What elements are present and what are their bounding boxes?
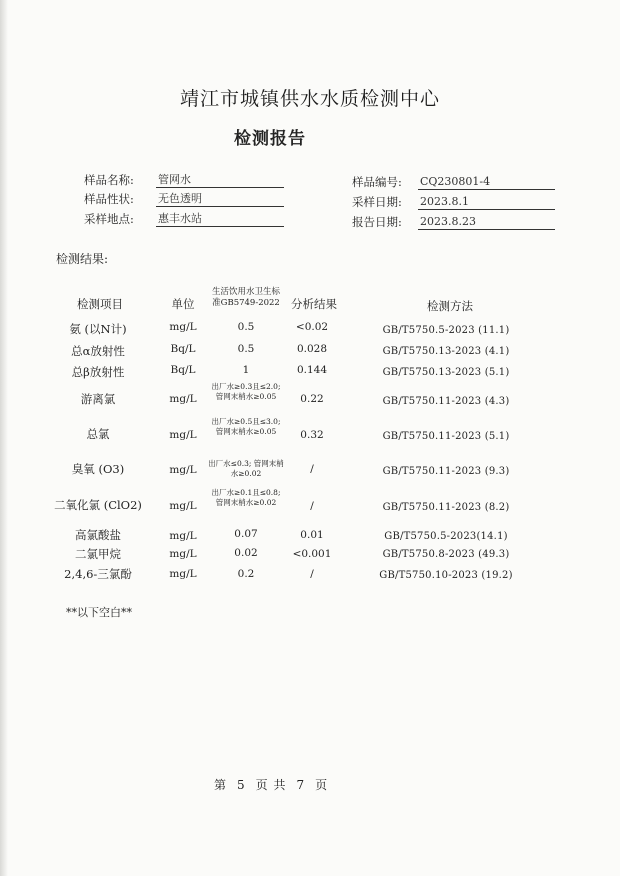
page-total: 7	[296, 778, 306, 792]
page-number: 5	[237, 778, 246, 792]
sample-site-label: 采样地点:	[84, 212, 134, 226]
unit-cell: mg/L	[169, 464, 197, 476]
method-cell: GB/T5750.13-2023 (4.1)	[382, 346, 510, 357]
standard-cell: 0.5	[237, 343, 255, 355]
sample-state-label: 样品性状:	[84, 192, 134, 206]
result-cell: <0.02	[295, 321, 329, 333]
item-cell: 总β放射性	[71, 365, 125, 379]
result-cell: <0.001	[292, 548, 332, 560]
sample-no-label: 样品编号:	[352, 175, 402, 189]
standard-cell: 1	[242, 364, 250, 376]
blank-below-note: **以下空白**	[66, 606, 132, 619]
unit-cell: mg/L	[169, 548, 197, 560]
item-cell: 游离氯	[80, 392, 116, 406]
result-cell: /	[310, 568, 314, 580]
unit-cell: mg/L	[169, 321, 197, 333]
standard-cell: 出厂水≥0.1且≤0.8; 管网末梢水≥0.02	[211, 488, 281, 507]
method-cell: GB/T5750.11-2023 (8.2)	[382, 502, 510, 513]
sample-state-value: 无色透明	[156, 191, 284, 207]
header-item: 检测项目	[77, 297, 123, 311]
result-cell: 0.22	[300, 393, 324, 405]
item-cell: 高氯酸盐	[75, 528, 121, 542]
method-cell: GB/T5750.8-2023 (49.3)	[382, 549, 510, 560]
sample-name-value: 管网水	[156, 172, 284, 188]
header-unit: 单位	[171, 297, 195, 311]
method-cell: GB/T5750.11-2023 (9.3)	[382, 466, 510, 477]
result-cell: /	[310, 500, 314, 512]
unit-cell: Bq/L	[170, 364, 196, 376]
unit-cell: mg/L	[169, 500, 197, 512]
method-cell: GB/T5750.10-2023 (19.2)	[379, 570, 513, 581]
item-cell: 氨 (以N计)	[69, 322, 127, 336]
item-cell: 2,4,6-三氯酚	[64, 567, 132, 581]
sample-date-label: 采样日期:	[352, 195, 402, 209]
page-mid: 页 共	[255, 778, 287, 792]
standard-cell: 出厂水≤0.3; 管网末梢水≥0.02	[208, 459, 284, 478]
header-standard: 生活饮用水卫生标准GB5749-2022	[211, 287, 280, 308]
results-section-label: 检测结果:	[56, 252, 109, 266]
header-method: 检测方法	[427, 299, 473, 313]
sample-no-value: CQ230801-4	[418, 174, 555, 190]
report-date-label: 报告日期:	[352, 215, 402, 229]
unit-cell: mg/L	[169, 530, 197, 542]
page-indicator	[214, 776, 338, 793]
sample-date-value: 2023.8.1	[418, 194, 555, 210]
item-cell: 总氯	[86, 427, 110, 441]
sample-site-value: 惠丰水站	[156, 211, 284, 227]
standard-cell: 0.07	[234, 528, 258, 540]
page-prefix: 第	[214, 778, 228, 792]
item-cell: 二氧化氯 (ClO2)	[54, 498, 142, 512]
result-cell: 0.028	[296, 343, 328, 355]
standard-cell: 出厂水≥0.5且≤3.0; 管网末梢水≥0.05	[211, 417, 281, 436]
method-cell: GB/T5750.13-2023 (5.1)	[382, 367, 510, 378]
result-cell: 0.32	[300, 429, 324, 441]
item-cell: 总α放射性	[71, 344, 125, 358]
unit-cell: Bq/L	[170, 343, 196, 355]
standard-cell: 0.02	[234, 547, 258, 559]
header-result: 分析结果	[291, 297, 337, 311]
report-date-value: 2023.8.23	[418, 214, 555, 230]
result-cell: /	[310, 463, 314, 475]
standard-cell: 出厂水≥0.3且≤2.0; 管网末梢水≥0.05	[211, 382, 281, 401]
method-cell: GB/T5750.5-2023(14.1)	[384, 531, 508, 542]
item-cell: 臭氧 (O3)	[71, 462, 125, 476]
result-cell: 0.01	[300, 529, 324, 541]
unit-cell: mg/L	[169, 429, 197, 441]
result-cell: 0.144	[296, 364, 328, 376]
standard-cell: 0.5	[237, 321, 255, 333]
standard-cell: 0.2	[237, 568, 255, 580]
report-title: 检测报告	[234, 129, 306, 149]
item-cell: 二氯甲烷	[75, 547, 121, 561]
sample-name-label: 样品名称:	[84, 173, 134, 187]
method-cell: GB/T5750.11-2023 (5.1)	[382, 431, 510, 442]
unit-cell: mg/L	[169, 393, 197, 405]
page-suffix: 页	[315, 778, 329, 792]
method-cell: GB/T5750.11-2023 (4.3)	[382, 396, 510, 407]
method-cell: GB/T5750.5-2023 (11.1)	[382, 325, 510, 336]
org-name: 靖江市城镇供水水质检测中心	[179, 88, 440, 110]
unit-cell: mg/L	[169, 568, 197, 580]
